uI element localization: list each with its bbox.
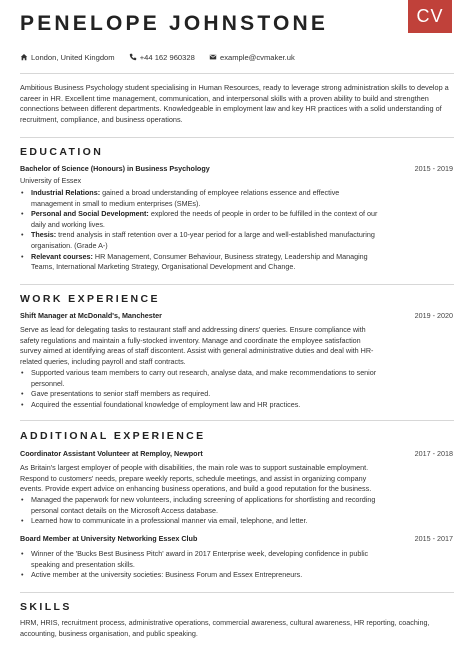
- work-experience-heading: WORK EXPERIENCE: [20, 293, 160, 305]
- list-item: • Winner of the 'Bucks Best Business Pitch' award in 2017 Enterprise week, developing confidence in public speaking and presentation skills.: [20, 549, 380, 570]
- contact-bar: [20, 53, 307, 62]
- job-description: As Britain's largest employer of people with disabilities, the main role was to support sustainable employment. Respond to customers' needs, prepare weekly reports, schedule meetings, and assist in organizing company events. Provide expert advice on enhancing business operations, and build a good reputation for the business.: [20, 463, 372, 494]
- additional-experience-heading: ADDITIONAL EXPERIENCE: [20, 430, 206, 442]
- phone-icon: [129, 53, 137, 61]
- job-title: Board Member at University Networking Essex Club: [20, 534, 198, 543]
- job-achievements: [20, 495, 380, 527]
- list-item: • Gave presentations to senior staff members as required.: [20, 389, 380, 400]
- job-dates: 2015 - 2017: [414, 534, 453, 543]
- list-item: • Supported various team members to carry out research, analyse data, and make recommendations to senior personnel.: [20, 368, 380, 389]
- job-title: Coordinator Assistant Volunteer at Remploy, Newport: [20, 449, 203, 458]
- phone-text: +44 162 960328: [139, 53, 195, 62]
- list-item: • Thesis: trend analysis in staff retention over a 10-year period for a large and well-established manufacturing organisation. (Grade A-): [20, 230, 380, 251]
- divider: [20, 284, 454, 285]
- contact-email[interactable]: [209, 53, 295, 62]
- job-achievements: [20, 549, 380, 581]
- job-title: Shift Manager at McDonald's, Manchester: [20, 311, 162, 320]
- contact-location: [20, 53, 115, 62]
- home-icon: [20, 53, 28, 61]
- list-item: • Personal and Social Development: explored the needs of people in order to be fulfilled in the context of our daily and working lives.: [20, 209, 380, 230]
- list-item: • Relevant courses: HR Management, Consumer Behaviour, Business strategy, Leadership and Managing Teams, International Marketing Strategy, Organisational Development and Change.: [20, 252, 380, 273]
- list-item: • Active member at the university societies: Business Forum and Essex Entrepreneurs.: [20, 570, 380, 581]
- job-description: Serve as lead for delegating tasks to restaurant staff and addressing diners' queries. Ensure compliance with safety regulations and maintain a fully-stocked inventory. Manage and coordinate the employee satisfaction survey aimed at identifying areas of staff discontent. Assist with general administrative duties and deal with HR-related queries, including payroll and staff contracts.: [20, 325, 374, 366]
- contact-phone[interactable]: [129, 53, 195, 62]
- candidate-name: PENELOPE JOHNSTONE: [20, 12, 329, 35]
- email-text: example@cvmaker.uk: [219, 53, 295, 62]
- list-item: • Acquired the essential foundational knowledge of employment law and HR practices.: [20, 400, 380, 411]
- job-dates: 2017 - 2018: [414, 449, 453, 458]
- job-dates: 2019 - 2020: [414, 311, 453, 320]
- education-details: [20, 188, 380, 273]
- degree-title: Bachelor of Science (Honours) in Business Psychology: [20, 164, 210, 173]
- mail-icon: [209, 53, 217, 61]
- skills-text: HRM, HRIS, recruitment process, administrative operations, commercial awareness, cultural awareness, HR reporting, coaching, accounting, business organisation, and public speaking.: [20, 618, 430, 638]
- skills-heading: SKILLS: [20, 601, 72, 613]
- cv-badge: CV: [408, 0, 452, 33]
- education-dates: 2015 - 2019: [414, 164, 453, 173]
- list-item: • Managed the paperwork for new volunteers, including screening of applications for shortlisting and recording personal contact details on the Microsoft Access database.: [20, 495, 380, 516]
- job-achievements: [20, 368, 380, 410]
- divider: [20, 73, 454, 74]
- profile-summary: Ambitious Business Psychology student specialising in Human Resources, ready to leverage strong administration skills to develop a career in HR. Excellent time management, communication, and interpersonal skills with a proven ability to build and strengthen connections between different departments. Knowledgeable in employment law and key HR practices with a solid understanding of recruitment, compliance, and business operations.: [20, 83, 449, 124]
- divider: [20, 420, 454, 421]
- education-heading: EDUCATION: [20, 146, 104, 158]
- list-item: • Learned how to communicate in a professional manner via email, telephone, and letter.: [20, 516, 380, 527]
- divider: [20, 592, 454, 593]
- divider: [20, 137, 454, 138]
- school-name: University of Essex: [20, 176, 82, 185]
- list-item: • Industrial Relations: gained a broad understanding of employee relations essence and effective management in small to medium enterprises (SMEs).: [20, 188, 380, 209]
- location-text: London, United Kingdom: [31, 53, 115, 62]
